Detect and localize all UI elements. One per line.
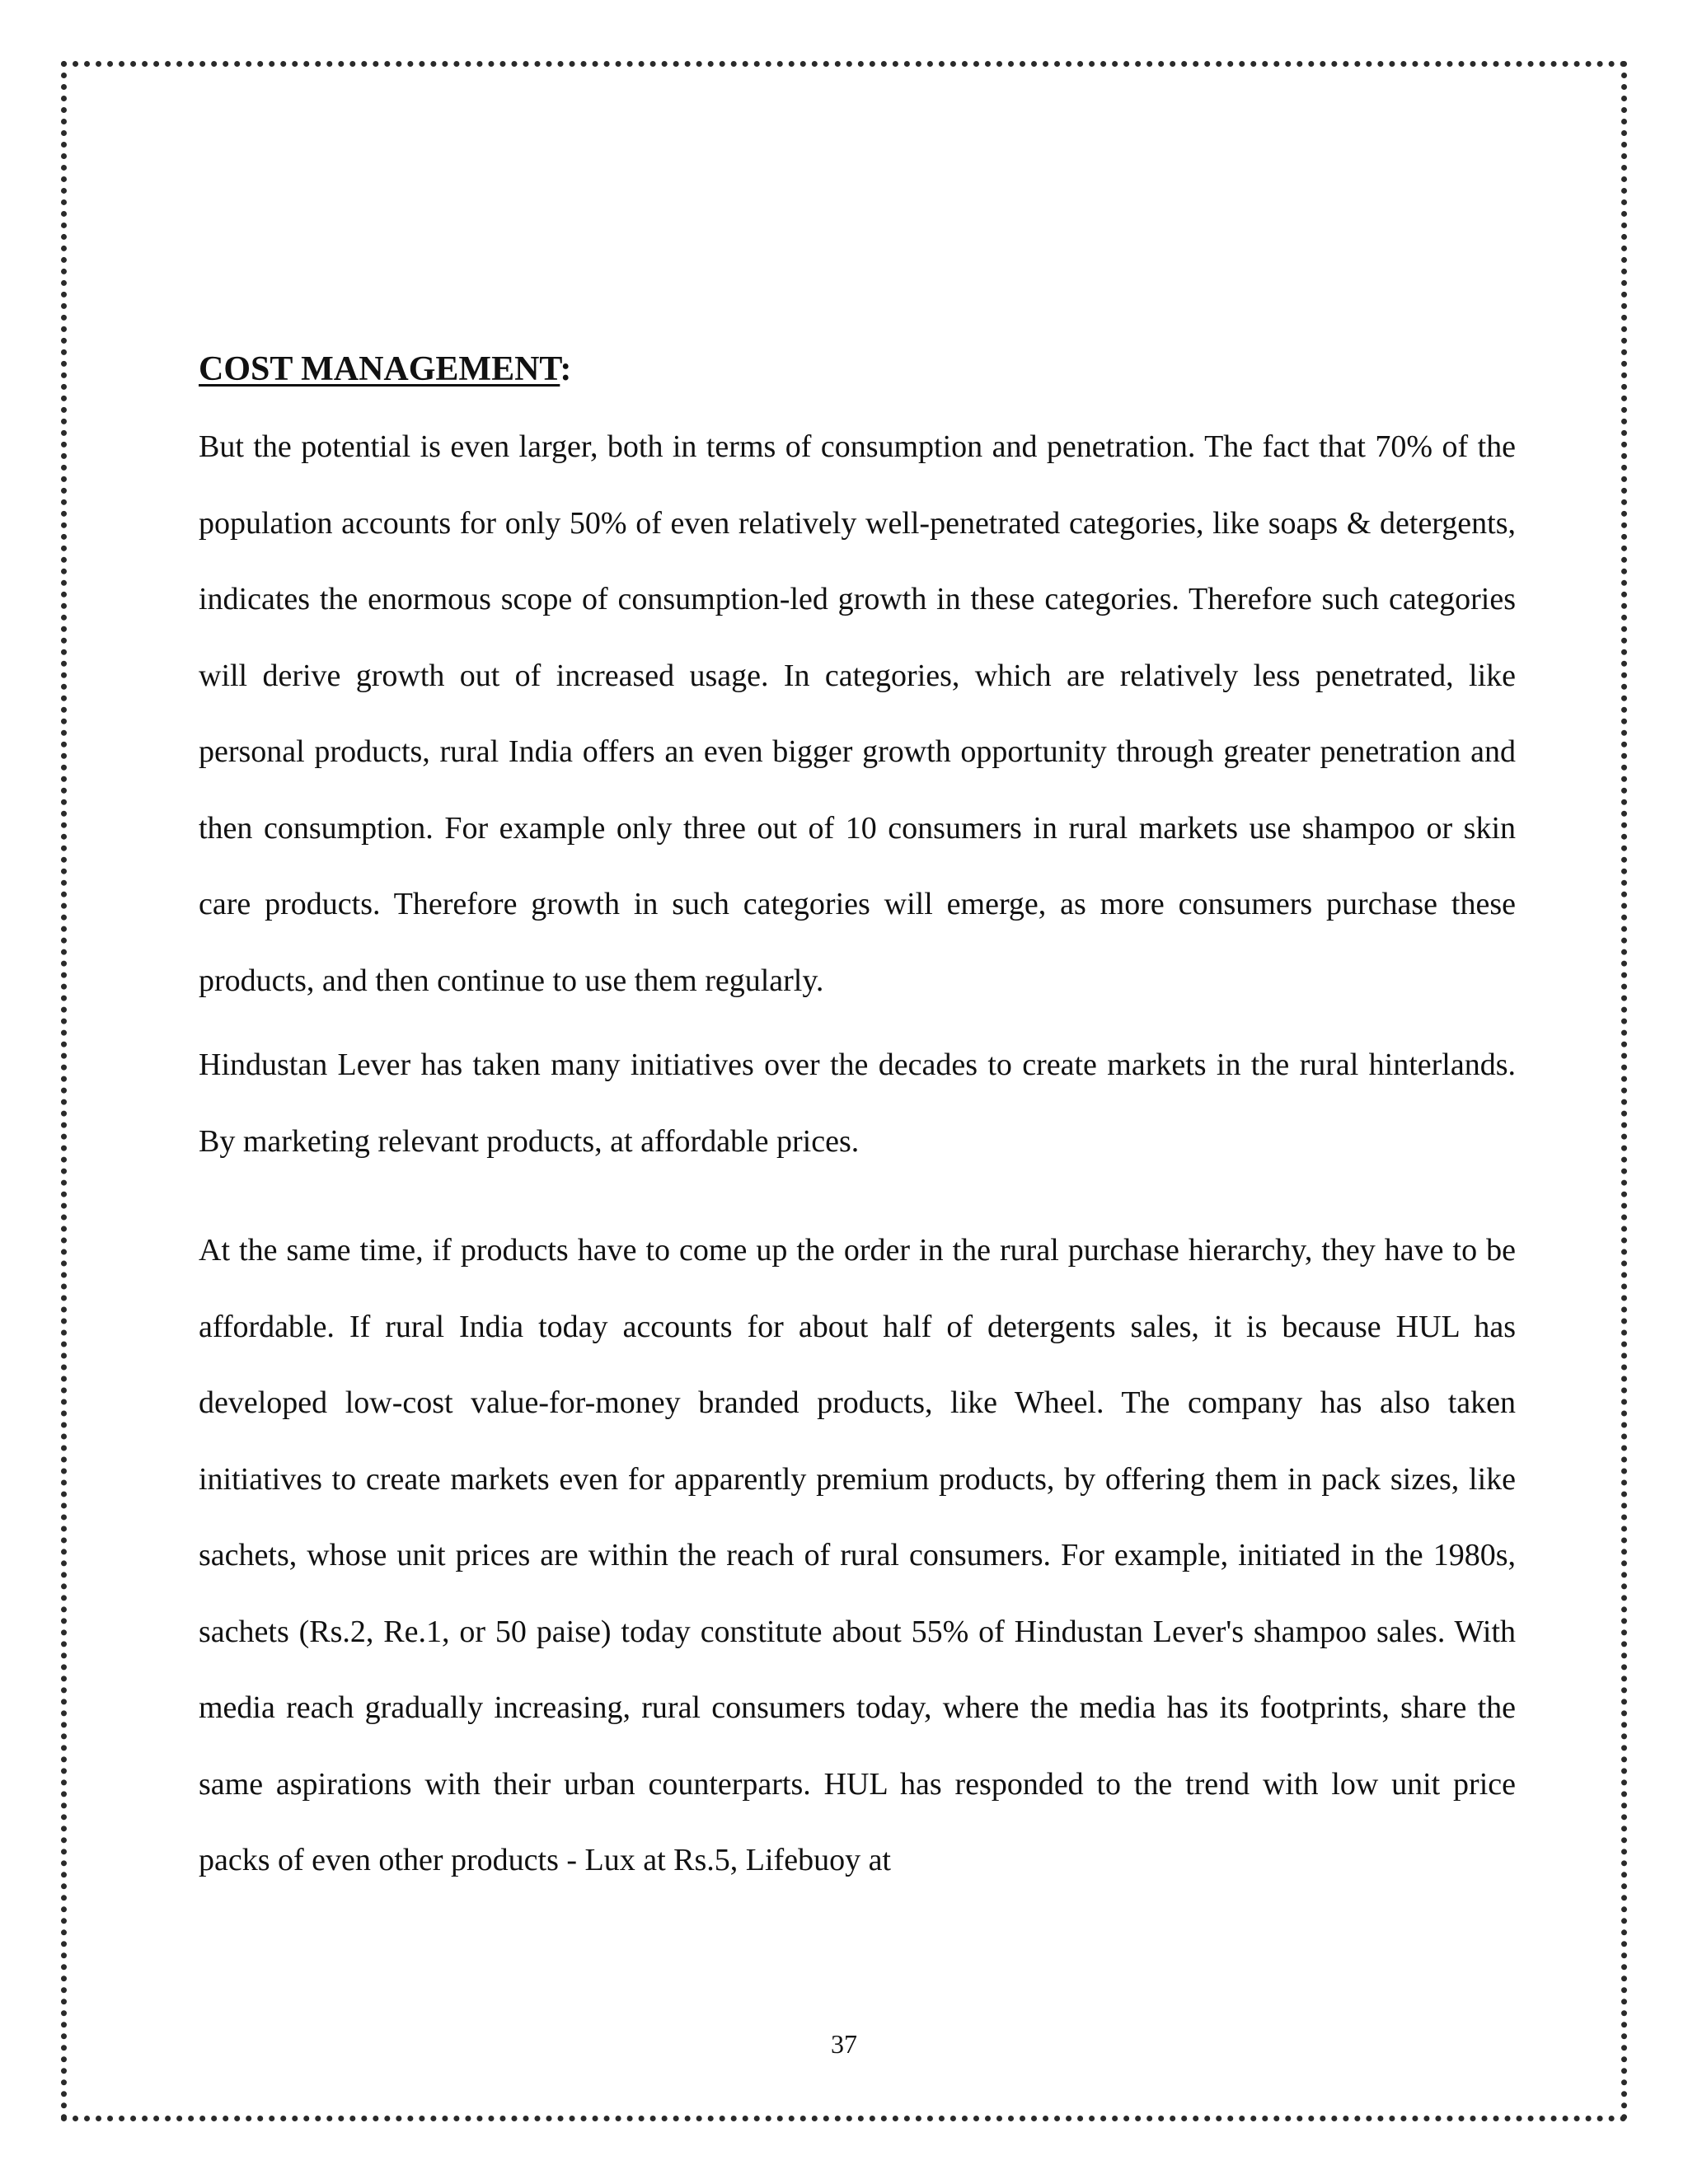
section-heading-title: COST MANAGEMENT — [199, 350, 560, 388]
paragraph-potential: But the potential is even larger, both in terms of consumption and penetration. The fact that 70% of the population accounts for only 50% of even relatively well-penetrated categories, like soaps & detergents, indicates the enormous scope of consumption-led growth in these categories. Therefore such categories will derive growth out of increased usage. In categories, which are relatively less penetrated, like personal products, rural India offers an even bigger growth opportunity through greater penetration and then consumption. For example only three out of 10 consumers in rural markets use shampoo or skin care products. Therefore growth in such categories will emerge, as more consumers purchase these products, and then continue to use them regularly. — [199, 429, 1516, 998]
section-heading — [199, 346, 1516, 392]
page-number: 37 — [831, 2029, 857, 2059]
document-body — [199, 346, 1516, 1899]
paragraph-affordability: At the same time, if products have to come up the order in the rural purchase hierarchy, they have to be affordable. If rural India today accounts for about half of detergents sales, it is because HUL has developed low-cost value-for-money branded products, like Wheel. The company has also taken initiatives to create markets even for apparently premium products, by offering them in pack sizes, like sachets, whose unit prices are within the reach of rural consumers. For example, initiated in the 1980s, sachets (Rs.2, Re.1, or 50 paise) today constitute about 55% of Hindustan Lever's shampoo sales. With media reach gradually increasing, rural consumers today, where the media has its footprints, share the same aspirations with their urban counterparts. HUL has responded to the trend with low unit price packs of even other products - Lux at Rs.5, Lifebuoy at — [199, 1233, 1516, 1877]
paragraph-hindustan-lever: Hindustan Lever has taken many initiatives over the decades to create markets in the rural hinterlands. By marketing relevant products, at affordable prices. — [199, 1047, 1516, 1159]
section-heading-colon: : — [560, 350, 572, 388]
